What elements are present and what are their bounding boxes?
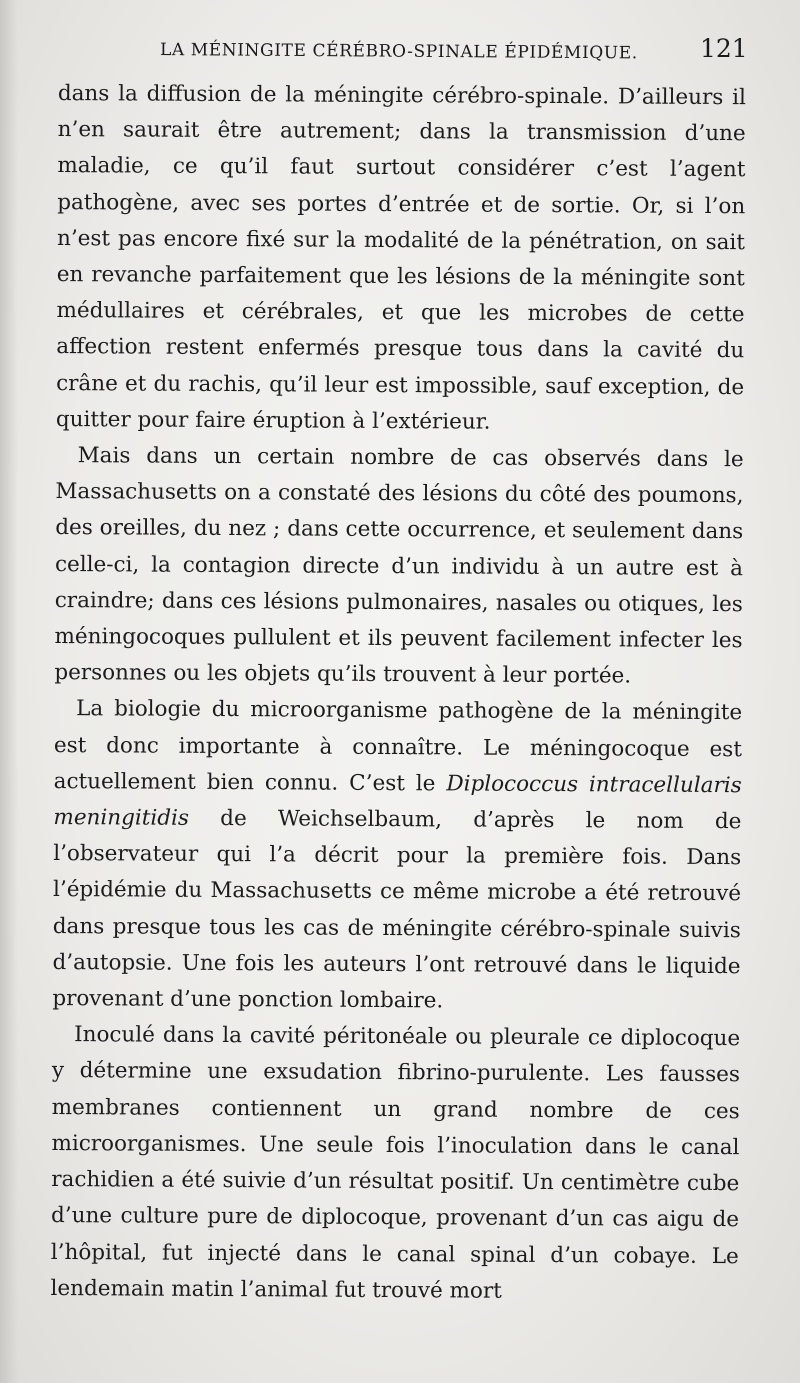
page-number: 121 — [700, 34, 748, 63]
paragraph-2: Mais dans un certain nombre de cas observés dans le Massachusetts on a constaté des lésions du côté des poumons, des oreilles, du nez ; dans cette occurrence, et seulement dans celle-ci, la contagion directe d’un individu à un autre est à craindre; dans ces lésions pulmonaires, nasales ou otiques, les méningocoques pullulent et ils peuvent facilement infecter les personnes ou les objets qu’ils trouvent à leur portée. — [54, 443, 744, 689]
running-head — [0, 30, 800, 74]
paragraph-3-start: La biologie du microorganisme pathogène de la méningite est donc importante à connaître. Le méningocoque est actuellement bien connu. C’est le — [53, 696, 743, 797]
body-text — [50, 76, 746, 1311]
species-name-italic: Diplococcus intracellularis meningitidis — [53, 771, 742, 831]
page-gutter-shadow — [0, 0, 18, 1383]
paragraph-3-end: de Weichselbaum, d’après le nom de l’observateur qui l’a décrit pour la première fois. Dans l’épidémie du Massachusetts ce même microbe a été retrouvé dans presque tous les cas de méningite cérébro-spinale suivis d’autopsie. Une fois les auteurs l’ont retrouvé dans le liquide provenant d’une ponction lombaire. — [52, 805, 742, 1014]
paragraph-1: dans la diffusion de la méningite cérébro-spinale. D’ailleurs il n’en saurait être autrement; dans la transmission d’une maladie, ce qu’il faut surtout considérer c’est l’agent pathogène, avec ses portes d’entrée et de sortie. Or, si l’on n’est pas encore fixé sur la modalité de la pénétration, on sait en revanche parfaitement que les lésions de la méningite sont médullaires et cérébrales, et que les microbes de cette affection restent enfermés presque tous dans la cavité du crâne et du rachis, qu’il leur est impossible, sauf exception, de quitter pour faire éruption à l’extérieur. — [55, 80, 746, 435]
running-head-title: LA MÉNINGITE CÉRÉBRO-SPINALE ÉPIDÉMIQUE. — [159, 40, 638, 64]
paragraph-3 — [52, 691, 742, 1021]
paragraph-4: Inoculé dans la cavité péritonéale ou pleurale ce diplocoque y détermine une exsudation fibrino-purulente. Les fausses membranes contiennent un grand nombre de ces microorganismes. Une seule fois l’inoculation dans le canal rachidien a été suivie d’un résultat positif. Un centimètre cube d’une culture pure de diplocoque, provenant d’un cas aigu de l’hôpital, fut injecté dans le canal spinal d’un cobaye. Le lendemain matin l’animal fut trouvé mort — [50, 1022, 741, 1304]
